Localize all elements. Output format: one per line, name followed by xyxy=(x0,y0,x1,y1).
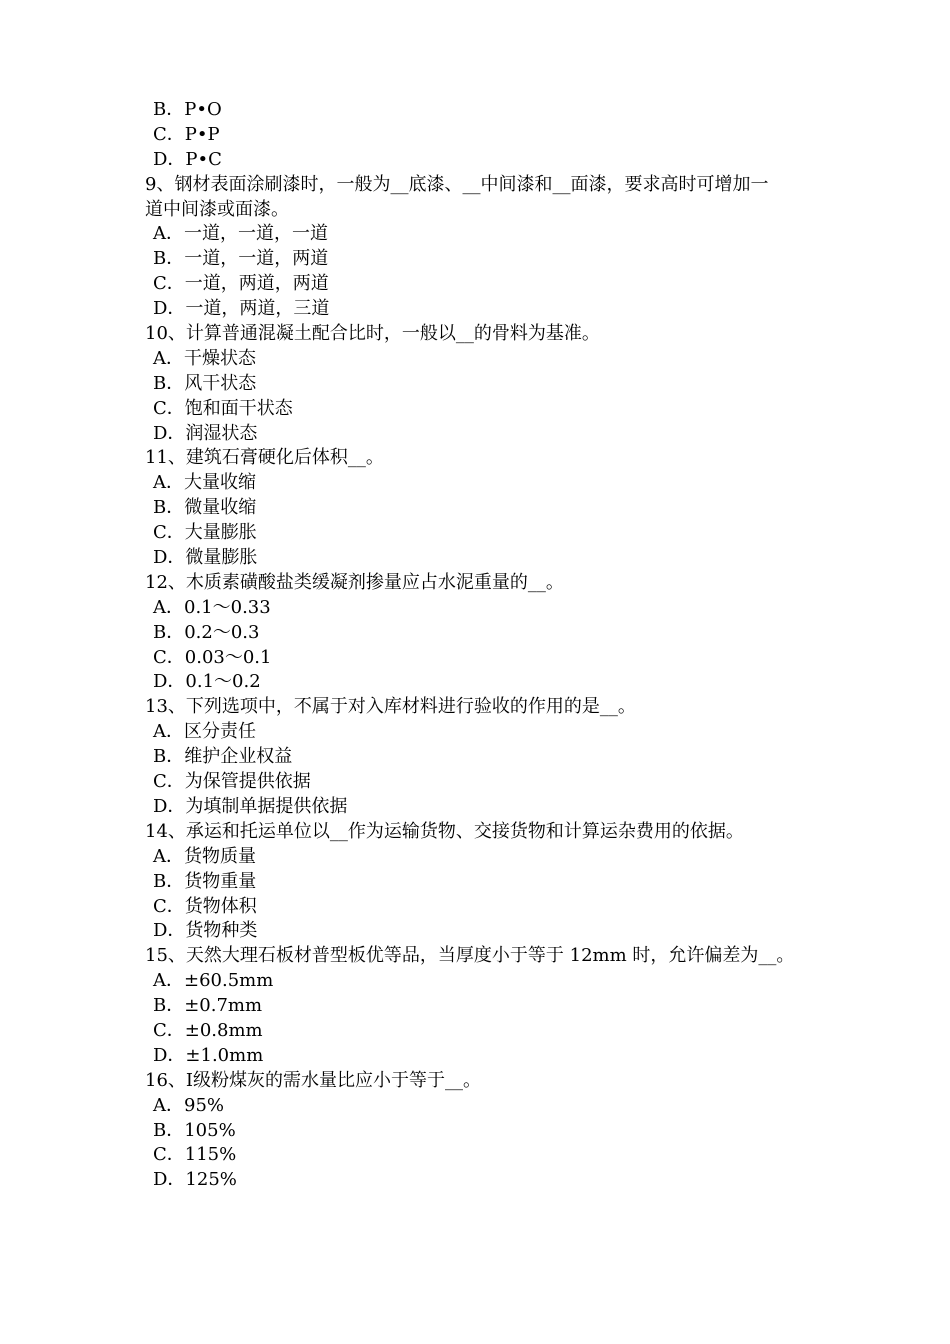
option-line: C．饱和面干状态 xyxy=(153,397,293,419)
option-line: B．P•O xyxy=(153,99,222,120)
question-line: 9、钢材表面涂刷漆时，一般为__底漆、__中间漆和__面漆，要求高时可增加一 xyxy=(145,173,769,195)
option-line: B．风干状态 xyxy=(153,372,257,394)
question-line: 15、天然大理石板材普型板优等品，当厚度小于等于 12mm 时，允许偏差为__。 xyxy=(145,945,795,967)
option-line: B．一道，一道，两道 xyxy=(153,248,329,270)
option-line: D．货物种类 xyxy=(153,920,258,942)
option-line: A．干燥状态 xyxy=(153,347,256,369)
option-line: A．95% xyxy=(153,1094,225,1116)
option-line: A．一道，一道，一道 xyxy=(153,223,328,245)
option-line: D．0.1～0.2 xyxy=(153,671,261,693)
option-line: C．一道，两道，两道 xyxy=(153,273,329,295)
option-line: D．P•C xyxy=(153,148,222,170)
option-line: A．区分责任 xyxy=(153,721,256,743)
option-line: D．微量膨胀 xyxy=(153,547,258,569)
option-line: A．±60.5mm xyxy=(153,970,274,992)
option-line: C．0.03～0.1 xyxy=(153,646,272,668)
option-line: C．货物体积 xyxy=(153,895,257,917)
option-line: A．0.1～0.33 xyxy=(153,596,271,618)
option-line: B．维护企业权益 xyxy=(153,746,293,768)
option-line: B．货物重量 xyxy=(153,870,257,892)
question-line: 13、下列选项中，不属于对入库材料进行验收的作用的是__。 xyxy=(145,696,636,718)
option-line: C．115% xyxy=(153,1144,237,1166)
question-line: 12、木质素磺酸盐类缓凝剂掺量应占水泥重量的__。 xyxy=(145,571,564,593)
option-line: D．125% xyxy=(153,1169,237,1191)
question-line: 14、承运和托运单位以__作为运输货物、交接货物和计算运杂费用的依据。 xyxy=(145,820,744,842)
question-line: 16、Ⅰ级粉煤灰的需水量比应小于等于__。 xyxy=(145,1069,482,1091)
option-line: A．大量收缩 xyxy=(153,472,256,494)
option-line: D．为填制单据提供依据 xyxy=(153,795,348,817)
question-continuation-line: 道中间漆或面漆。 xyxy=(145,198,289,220)
option-line: D．一道，两道，三道 xyxy=(153,298,330,320)
document-page xyxy=(0,98,950,1193)
option-line: C．±0.8mm xyxy=(153,1019,263,1041)
option-line: A．货物质量 xyxy=(153,845,256,867)
option-line: C．为保管提供依据 xyxy=(153,771,311,793)
option-line: D．润湿状态 xyxy=(153,422,258,444)
option-line: D．±1.0mm xyxy=(153,1044,264,1066)
option-line: B．微量收缩 xyxy=(153,497,257,519)
option-line: B．±0.7mm xyxy=(153,995,263,1017)
option-line: C．P•P xyxy=(153,123,220,145)
option-line: B．0.2～0.3 xyxy=(153,621,260,643)
question-line: 10、计算普通混凝土配合比时，一般以__的骨料为基准。 xyxy=(145,323,600,345)
question-line: 11、建筑石膏硬化后体积__。 xyxy=(145,447,384,469)
option-line: C．大量膨胀 xyxy=(153,522,257,544)
option-line: B．105% xyxy=(153,1119,236,1141)
